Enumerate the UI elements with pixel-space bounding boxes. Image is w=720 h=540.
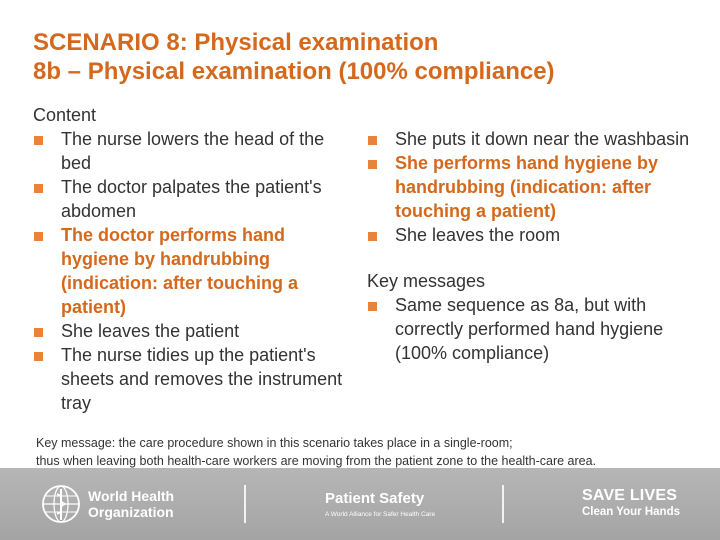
- footnote-line-1: Key message: the care procedure shown in this scenario takes place in a single-room;: [36, 436, 513, 450]
- bullet-item: [33, 127, 353, 175]
- square-bullet-icon: [34, 328, 43, 337]
- who-name-line-1: World Health: [88, 488, 175, 504]
- slide-title: [33, 28, 703, 86]
- bullet-text: She leaves the room: [395, 225, 561, 245]
- content-heading: Content: [33, 105, 97, 125]
- bullet-item: [33, 175, 353, 223]
- content-right-list: [367, 127, 697, 247]
- content-left-column: [33, 103, 353, 415]
- bullet-text: The doctor performs hand hygiene by handrubbing (indication: after touching a patient): [61, 225, 298, 317]
- bullet-text: She performs hand hygiene by handrubbing (indication: after touching a patient): [395, 153, 659, 221]
- save-lives-title: SAVE LIVES: [582, 487, 678, 504]
- who-logo-text: [88, 488, 174, 520]
- content-right-column: [367, 127, 697, 365]
- bullet-text: The nurse lowers the head of the bed: [61, 129, 325, 173]
- bullet-item: [33, 319, 353, 343]
- bullet-item: [33, 223, 353, 319]
- who-name-line-2: Organization: [88, 504, 174, 520]
- slide-title-line-1: SCENARIO 8: Physical examination: [33, 29, 439, 56]
- bullet-text: She puts it down near the washbasin: [395, 129, 690, 149]
- bullet-text: Same sequence as 8a, but with correctly performed hand hygiene (100% compliance): [395, 295, 664, 363]
- key-messages-heading: Key messages: [367, 271, 486, 291]
- bullet-text: She leaves the patient: [61, 321, 240, 341]
- patient-safety-subtitle: A World Alliance for Safer Health Care: [325, 511, 436, 518]
- bullet-item: [33, 343, 353, 415]
- square-bullet-icon: [368, 302, 377, 311]
- footer-divider: [502, 485, 504, 523]
- slide-title-line-2: 8b – Physical examination (100% compliance): [33, 58, 555, 85]
- bullet-text: The doctor palpates the patient's abdomen: [61, 177, 322, 221]
- square-bullet-icon: [368, 160, 377, 169]
- bullet-item: [367, 151, 697, 223]
- key-messages-list: [367, 293, 697, 365]
- footnote-line-2: thus when leaving both health-care workers are moving from the patient zone to the health-care area.: [36, 454, 597, 468]
- footnote: [36, 434, 696, 470]
- square-bullet-icon: [34, 352, 43, 361]
- bullet-item: [367, 293, 697, 365]
- clean-hands-subtitle: Clean Your Hands: [582, 506, 680, 518]
- square-bullet-icon: [34, 232, 43, 241]
- footer-banner: [0, 468, 720, 540]
- footer-divider: [244, 485, 246, 523]
- content-left-list: [33, 127, 353, 415]
- square-bullet-icon: [368, 232, 377, 241]
- square-bullet-icon: [368, 136, 377, 145]
- square-bullet-icon: [34, 184, 43, 193]
- bullet-text: The nurse tidies up the patient's sheets and removes the instrument tray: [61, 345, 343, 413]
- patient-safety-title: Patient Safety: [325, 490, 425, 507]
- bullet-item: [367, 127, 697, 151]
- square-bullet-icon: [34, 136, 43, 145]
- who-emblem-icon: [40, 483, 82, 525]
- bullet-item: [367, 223, 697, 247]
